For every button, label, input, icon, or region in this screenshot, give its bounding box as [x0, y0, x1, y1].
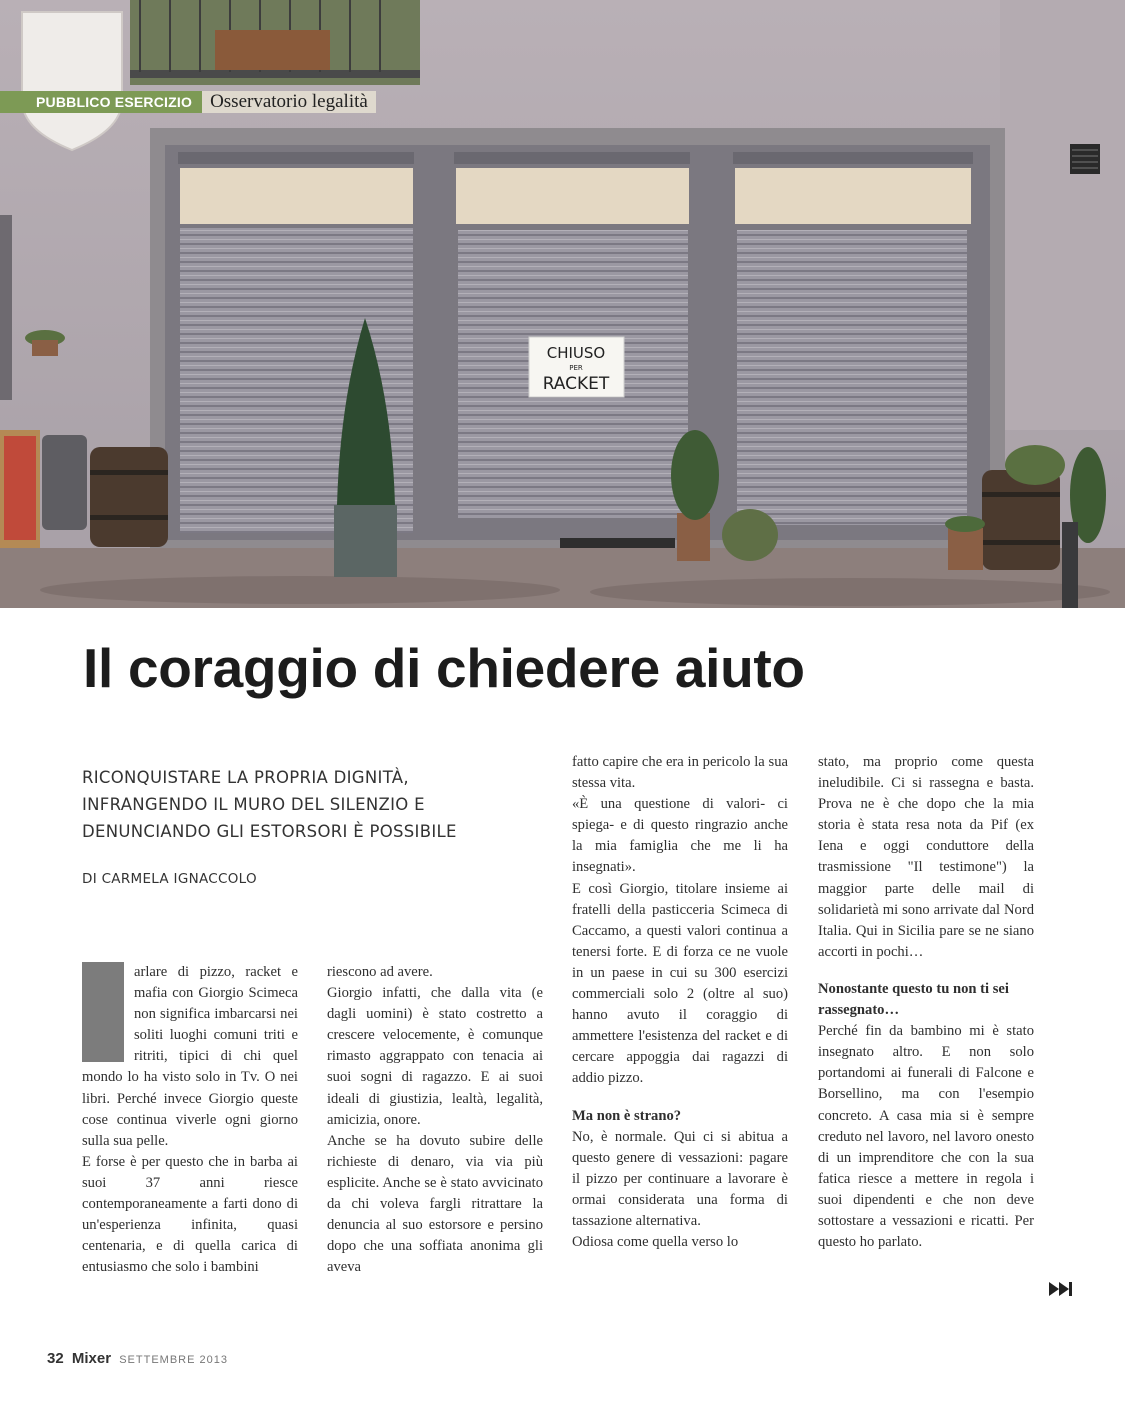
paragraph: Perché fin da bambino mi è stato insegnato altro. E non solo portandomi ai funerali di Falcone e Borsellino, ma con l'esempio concreto. A casa mia si è sempre creduto nel lavoro, nel lavoro onesto di un imprenditore che con la sua fatica riesce a mettere in regola i suoi dipendenti e che non deve sottostare a vessazioni e ricatti. Per questo ho parlato. [818, 1023, 1034, 1251]
issue-date: SETTEMBRE 2013 [119, 1354, 228, 1366]
article-subtitle: RICONQUISTARE LA PROPRIA DIGNITÀ, INFRANGENDO IL MURO DEL SILENZIO E DENUNCIANDO GLI ESTORSORI È POSSIBILE [82, 768, 457, 841]
text-column-2 [327, 962, 543, 1278]
chiuso-per-racket-sign [529, 337, 624, 397]
paragraph: No, è normale. Qui ci si abitua a questo genere di vessazioni: pagare il pizzo per continuare a lavorare è ormai considerata una forma di tassazione alternativa. [572, 1128, 788, 1229]
paragraph: «È una questione di valori- ci spiega- e di questo ringrazio anche la mia famiglia che me li ha insegnati». [572, 796, 788, 876]
article-title: Il coraggio di chiedere aiuto [83, 637, 805, 699]
paragraph: fatto capire che era in pericolo la sua stessa vita. [572, 754, 788, 792]
text-column-1 [82, 962, 298, 1278]
paragraph: arlare di pizzo, racket e mafia con Giorgio Scimeca non significa imbarcarsi nei soliti luoghi comuni triti e ritriti, tipici di chi quel mondo lo ha visto solo in Tv. O nei libri. Perché invece Giorgio queste cose continua viverle ogni giorno sulla sua pelle. [82, 964, 298, 1149]
interview-question: Nonostante questo tu non ti sei rassegnato… [818, 980, 1009, 1019]
svg-text:PER: PER [569, 364, 583, 372]
text-column-3 [572, 752, 788, 1253]
magazine-name: Mixer [71, 1350, 112, 1367]
page-number: 32 [47, 1350, 64, 1367]
paragraph: Odiosa come quella verso lo [572, 1234, 739, 1251]
drop-cap [82, 962, 124, 1062]
paragraph: Anche se ha dovuto subire delle richieste di denaro, via via più esplicite. Anche se è stato avvicinato da chi voleva fargli ritrattare la denuncia al suo estorsore e persino dopo che una soffiata anonima gli aveva [327, 1132, 543, 1276]
paragraph: riescono ad avere. [327, 964, 433, 980]
fast-forward-icon[interactable] [1049, 1281, 1073, 1297]
paragraph: E forse è per questo che in barba ai suoi 37 anni riesce contemporaneamente a farti dono di un'esperienza infinita, quasi centenaria, e di quella carica di entusiasmo che solo i bambini [82, 1153, 298, 1276]
section-subtitle: Osservatorio legalità [202, 91, 376, 113]
interview-question: Ma non è strano? [572, 1107, 682, 1124]
paragraph: stato, ma proprio come questa ineludibile. Ci si rassegna e basta. Prova ne è che dopo che la mia storia è stata resa nota da Pif (ex Iena e oggi conduttore della trasmissione "Il testimone") la maggior parte delle mail di solidarietà mi sono arrivate dal Nord Italia. Qui in Sicilia pare se ne siano accorti in pochi… [818, 754, 1034, 960]
section-header [0, 91, 376, 113]
svg-text:RACKET: RACKET [542, 374, 610, 394]
paragraph: E così Giorgio, titolare insieme ai fratelli della pasticceria Scimeca di Caccamo, a questi valori continua a tenersi forte. E di forza ce ne vuole in un paese in cui su 300 esercizi commerciali solo 2 (oltre al suo) hanno avuto il coraggio di ammettere l'esistenza del racket e di cercare appoggia dai ragazzi di addio pizzo. [572, 880, 788, 1087]
svg-text:CHIUSO: CHIUSO [546, 344, 606, 362]
paragraph: Giorgio infatti, che dalla vita (e dagli uomini) è stato costretto a crescere velocemente, è comunque rimasto aggrappato con tenacia ai suoi sogni di ragazzo. E ai suoi ideali di giustizia, lealtà, legalità, amicizia, onore. [327, 985, 543, 1128]
article-byline: DI CARMELA IGNACCOLO [82, 871, 257, 887]
text-column-4 [818, 752, 1034, 1253]
section-label: PUBBLICO ESERCIZIO [0, 91, 202, 113]
page-footer [47, 1350, 228, 1367]
